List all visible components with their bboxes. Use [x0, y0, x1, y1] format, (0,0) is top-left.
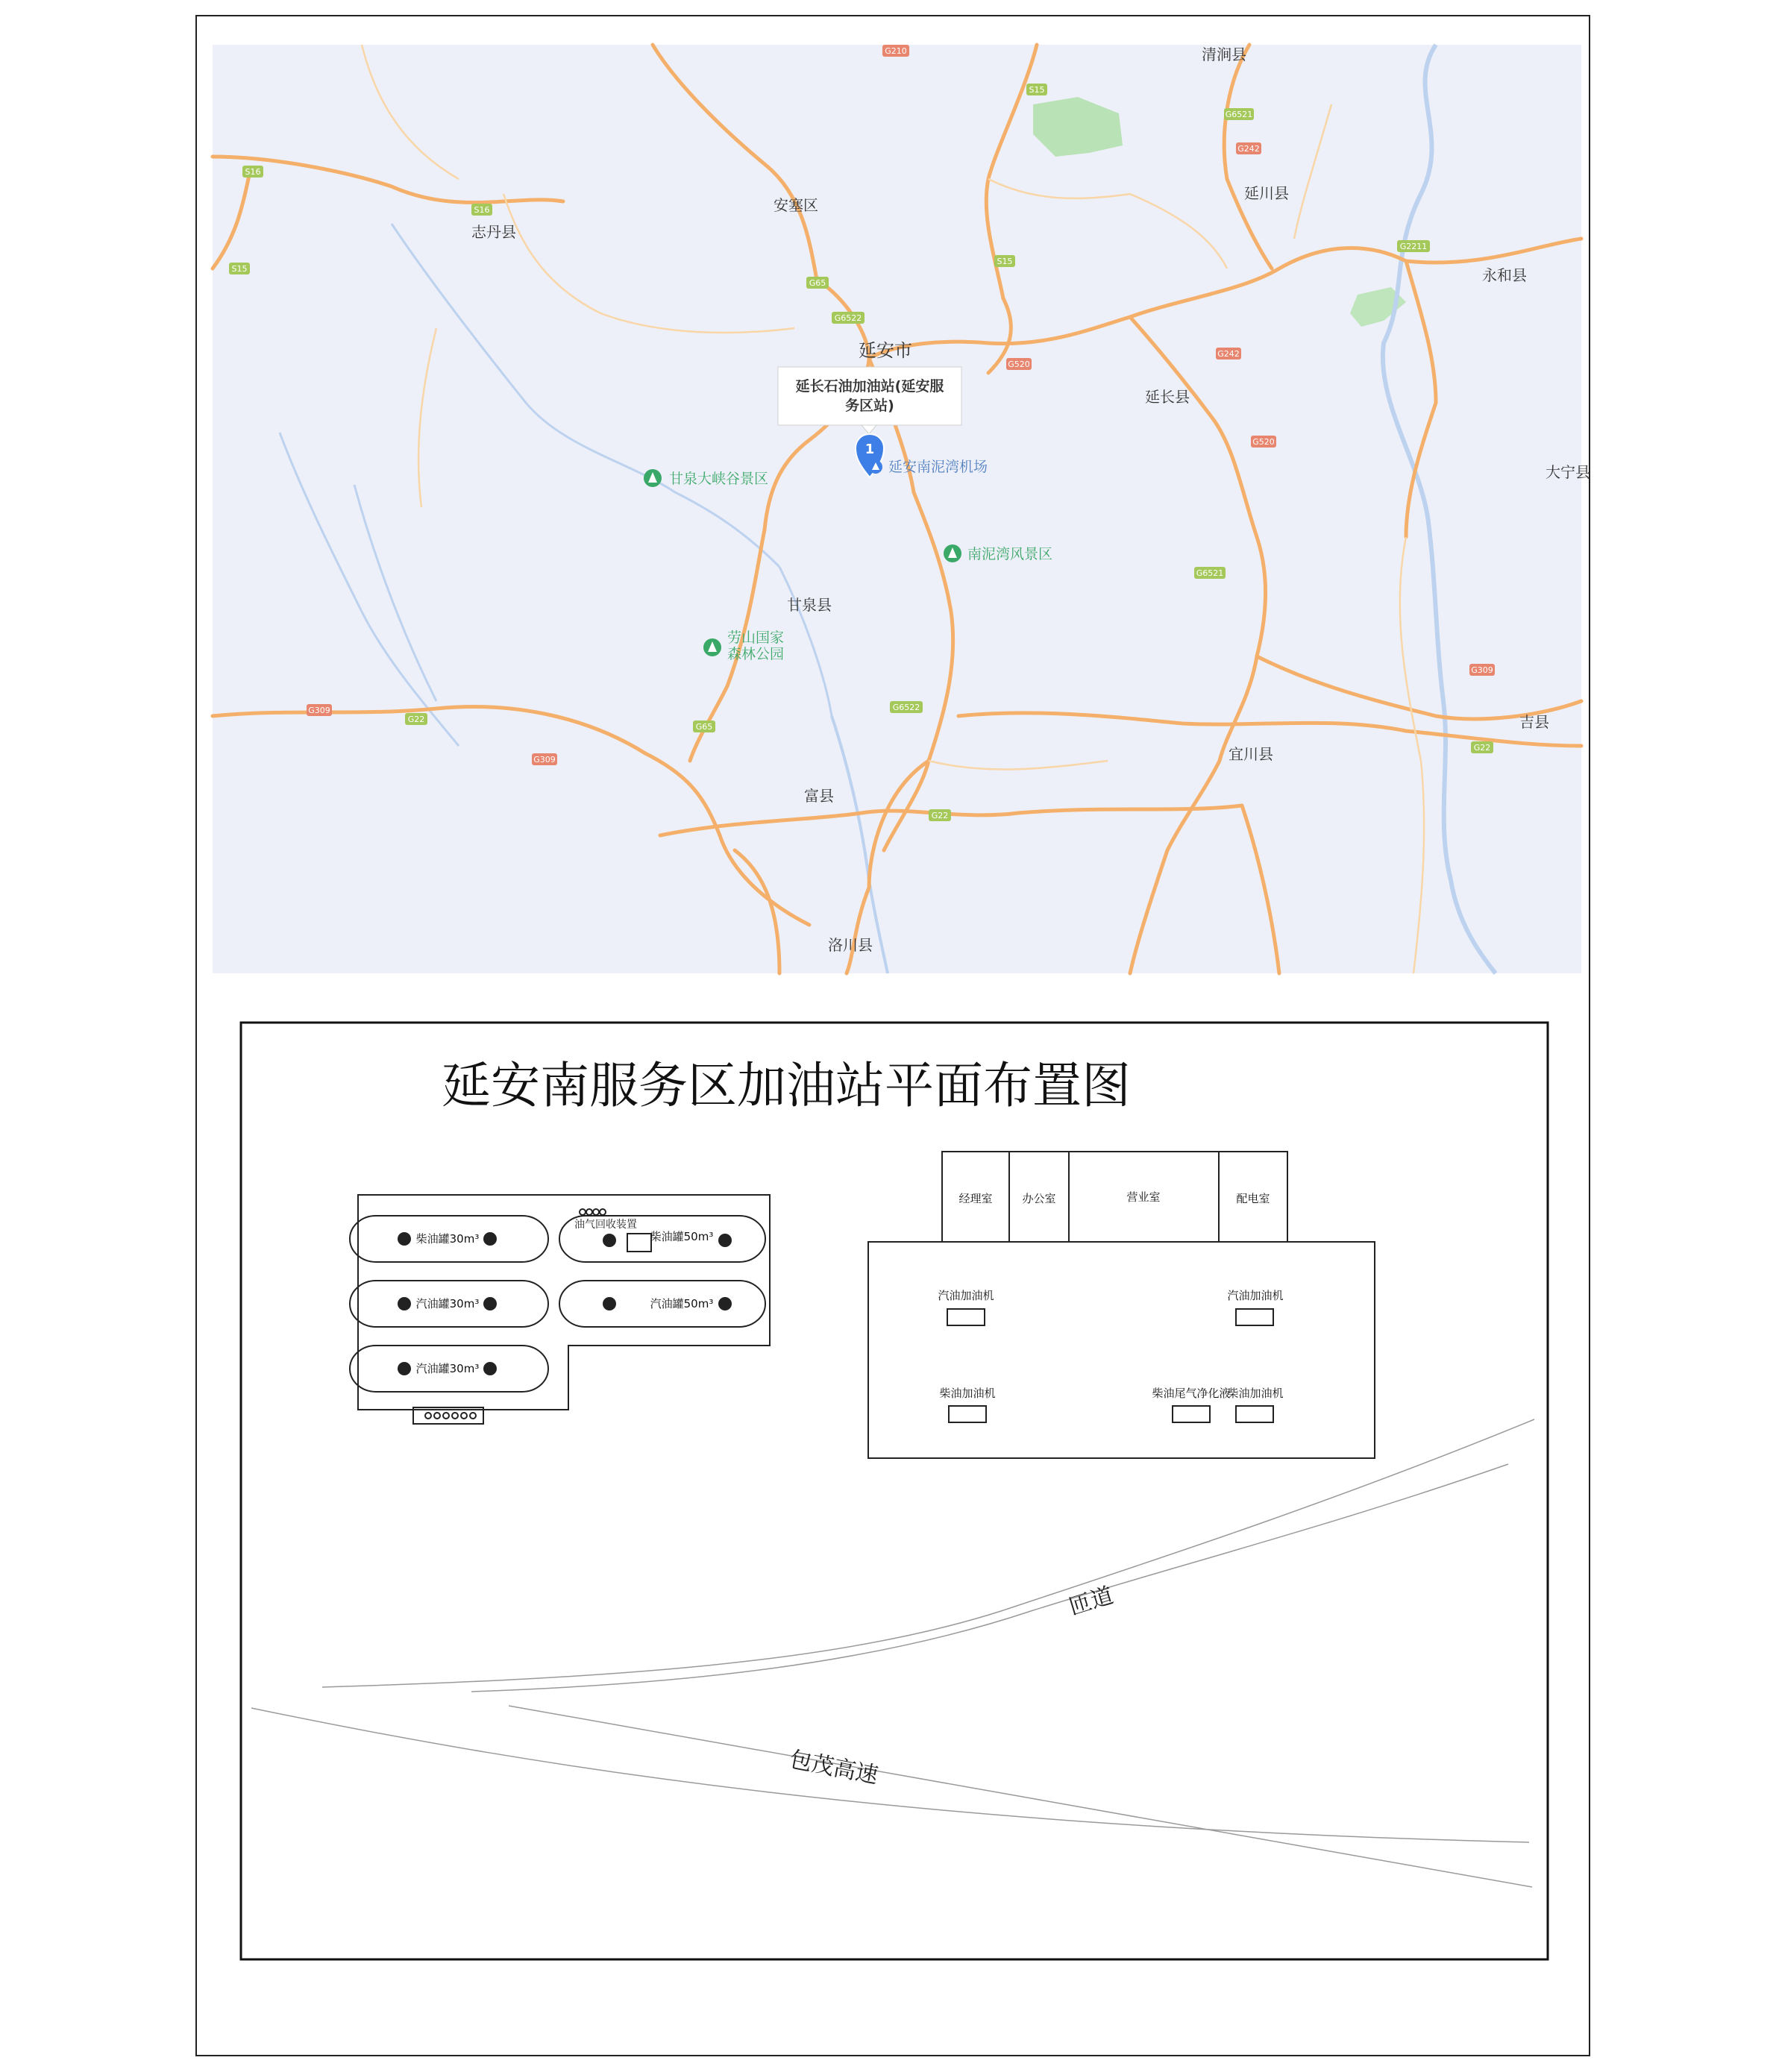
- shield-s16: [242, 166, 263, 178]
- city-qingjian: 清涧县: [1202, 45, 1246, 63]
- shield-s15: [994, 255, 1015, 267]
- svg-text:G520: G520: [1008, 360, 1030, 369]
- shield-g6522: [832, 312, 865, 324]
- station-callout[interactable]: [778, 367, 961, 434]
- room-business: 营业室: [1126, 1190, 1161, 1204]
- shield-g309: [307, 704, 332, 716]
- vapor-recovery-label: 油气回收装置: [574, 1219, 637, 1231]
- shield-g520: [1006, 358, 1032, 370]
- svg-text:G6521: G6521: [1196, 568, 1224, 578]
- svg-text:G309: G309: [533, 755, 556, 765]
- svg-text:柴油罐50m³: 柴油罐50m³: [650, 1230, 714, 1243]
- svg-text:S15: S15: [997, 257, 1013, 266]
- svg-text:G2211: G2211: [1399, 242, 1428, 251]
- shield-g309: [532, 753, 557, 765]
- ramp-label: 匝道: [1066, 1582, 1117, 1621]
- city-zhidan: 志丹县: [471, 223, 516, 241]
- svg-text:S15: S15: [231, 264, 248, 274]
- svg-text:G22: G22: [931, 811, 949, 820]
- svg-text:汽油加油机: 汽油加油机: [1227, 1289, 1284, 1302]
- svg-text:南泥湾风景区: 南泥湾风景区: [967, 546, 1053, 562]
- shield-g22: [405, 713, 427, 725]
- svg-text:柴油尾气净化液: 柴油尾气净化液: [1152, 1387, 1231, 1400]
- pin-number: 1: [865, 442, 875, 457]
- city-ganquan: 甘泉县: [787, 596, 832, 614]
- shield-g242: [1236, 142, 1261, 154]
- city-jixian: 吉县: [1519, 713, 1549, 731]
- svg-text:S15: S15: [1029, 85, 1045, 95]
- shield-g6521: [1224, 108, 1254, 120]
- svg-text:G242: G242: [1237, 144, 1260, 154]
- callout-line-1: 延长石油加油站(延安服: [795, 378, 944, 395]
- svg-text:甘泉大峡谷景区: 甘泉大峡谷景区: [669, 471, 769, 487]
- city-yanchang: 延长县: [1145, 388, 1190, 406]
- shield-g65: [806, 277, 829, 289]
- svg-text:森林公园: 森林公园: [727, 646, 785, 662]
- svg-text:汽油罐30m³: 汽油罐30m³: [415, 1297, 480, 1310]
- city-daning: 大宁县: [1546, 463, 1590, 481]
- room-office: 办公室: [1022, 1192, 1056, 1205]
- svg-text:G520: G520: [1252, 437, 1275, 447]
- room-power: 配电室: [1236, 1192, 1270, 1205]
- svg-text:G309: G309: [1471, 665, 1493, 675]
- shield-s15: [229, 263, 250, 274]
- shield-g22: [1471, 741, 1493, 753]
- callout-line-2: 务区站): [845, 398, 894, 414]
- svg-text:S16: S16: [245, 167, 261, 177]
- map-background: [213, 45, 1581, 973]
- svg-text:G210: G210: [885, 46, 907, 56]
- svg-text:汽油罐30m³: 汽油罐30m³: [415, 1362, 480, 1375]
- city-yanan: 延安市: [859, 340, 912, 361]
- svg-text:S16: S16: [474, 205, 490, 215]
- svg-text:G65: G65: [695, 722, 713, 732]
- svg-text:G6521: G6521: [1225, 110, 1253, 119]
- city-fuxian: 富县: [804, 787, 834, 805]
- city-luochuan: 洛川县: [828, 936, 873, 954]
- svg-text:柴油加油机: 柴油加油机: [939, 1387, 996, 1400]
- svg-text:劳山国家: 劳山国家: [727, 630, 785, 646]
- shield-g65: [693, 721, 715, 732]
- svg-text:G22: G22: [1473, 743, 1491, 753]
- city-ansai: 安塞区: [774, 196, 818, 214]
- shield-g22: [929, 809, 951, 821]
- svg-text:G6522: G6522: [892, 703, 920, 712]
- city-yanchuan: 延川县: [1244, 184, 1289, 202]
- highway-label: 包茂高速: [787, 1746, 880, 1789]
- city-yichuan: 宜川县: [1229, 745, 1273, 763]
- svg-text:G309: G309: [308, 706, 330, 715]
- svg-text:柴油罐30m³: 柴油罐30m³: [415, 1232, 480, 1246]
- shield-g242: [1216, 348, 1241, 360]
- shield-g210: [882, 45, 909, 57]
- shield-g2211: [1397, 240, 1430, 252]
- plan-title: 延安南服务区加油站平面布置图: [442, 1057, 1131, 1114]
- shield-g6522: [890, 701, 923, 713]
- shield-g520: [1251, 436, 1276, 448]
- shield-s16: [471, 204, 492, 216]
- airport-label: 延安南泥湾机场: [888, 459, 988, 475]
- location-map[interactable]: [213, 45, 1590, 973]
- svg-text:汽油罐50m³: 汽油罐50m³: [650, 1297, 714, 1310]
- room-manager: 经理室: [958, 1192, 993, 1205]
- svg-text:G22: G22: [407, 715, 425, 724]
- site-plan-drawing: [240, 1022, 1548, 1960]
- svg-text:G242: G242: [1217, 349, 1240, 359]
- shield-g6521: [1194, 567, 1226, 579]
- city-yonghe: 永和县: [1482, 266, 1527, 284]
- svg-text:G6522: G6522: [834, 313, 862, 323]
- svg-text:柴油加油机: 柴油加油机: [1227, 1387, 1284, 1400]
- svg-text:汽油加油机: 汽油加油机: [938, 1289, 994, 1302]
- shield-g309: [1469, 664, 1495, 676]
- shield-s15: [1026, 84, 1047, 95]
- svg-text:G65: G65: [809, 278, 826, 288]
- airport-icon: [869, 460, 882, 474]
